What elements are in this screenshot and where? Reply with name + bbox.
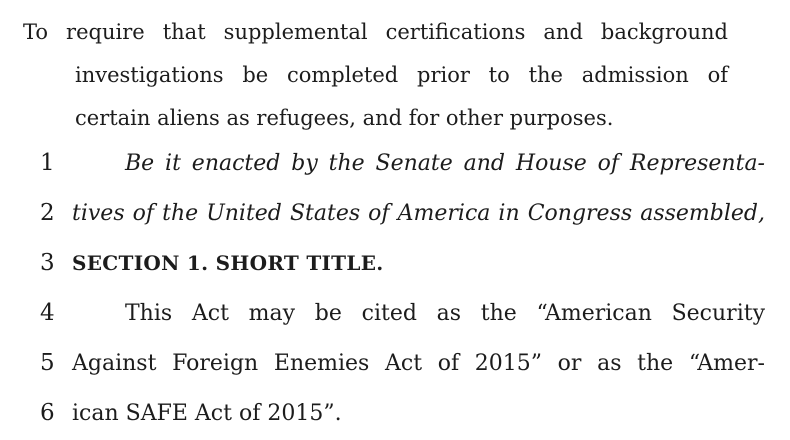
bill-text-row bbox=[0, 288, 765, 338]
bill-text-row bbox=[0, 338, 765, 388]
section-body-line: This Act may be cited as the “American Security bbox=[125, 301, 765, 326]
long-title-line: To require that supplemental certifications and background bbox=[23, 20, 728, 44]
bill-long-title bbox=[0, 11, 728, 140]
bill-text-row bbox=[0, 188, 765, 238]
bill-text-row bbox=[0, 238, 765, 288]
line-number: 5 bbox=[40, 350, 55, 376]
long-title-line: certain aliens as refugees, and for other purposes. bbox=[75, 106, 614, 130]
line-number: 1 bbox=[40, 150, 55, 176]
line-number: 4 bbox=[40, 300, 55, 326]
enacting-clause-line: Be it enacted by the Senate and House of Representa- bbox=[125, 151, 765, 176]
line-number: 3 bbox=[40, 250, 55, 276]
bill-body-text bbox=[0, 138, 765, 438]
line-number: 2 bbox=[40, 200, 55, 226]
enacting-clause-line: tives of the United States of America in Congress assembled, bbox=[72, 201, 765, 226]
bill-text-row bbox=[0, 138, 765, 188]
bill-text-row bbox=[0, 388, 765, 438]
line-number: 6 bbox=[40, 400, 55, 426]
section-heading: SECTION 1. SHORT TITLE. bbox=[72, 251, 384, 275]
section-body-line: ican SAFE Act of 2015”. bbox=[72, 401, 342, 426]
section-body-line: Against Foreign Enemies Act of 2015” or as the “Amer- bbox=[72, 351, 765, 376]
long-title-line: investigations be completed prior to the admission of bbox=[75, 63, 728, 87]
